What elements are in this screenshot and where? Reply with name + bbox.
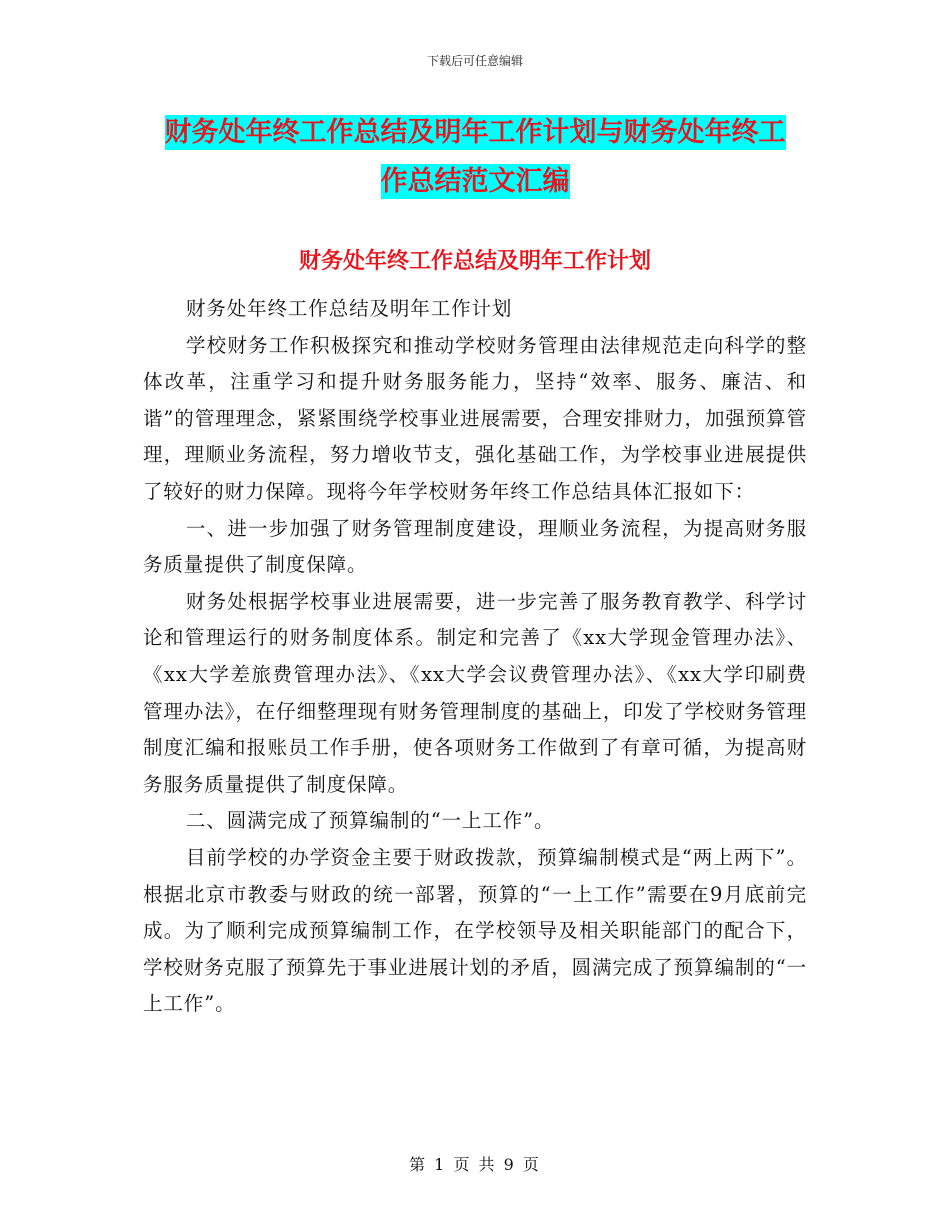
paragraph: 二、圆满完成了预算编制的“一上工作”。 [185,809,555,833]
header-note: 下载后可任意编辑 [426,54,523,68]
document-title [140,108,810,206]
paragraph: 目前学校的办学资金主要于财政拨款，预算编制模式是“两上两下”。根据北京市教委与财政的统一部署，预算的“一上工作”需要在9月底前完成。为了顺利完成预算编制工作，在学校领导及相关职能部门的配合下，学校财务克服了预算先于事业进展计划的矛盾，圆满完成了预算编制的“一上工作”。 [143,845,807,1016]
section-title: 财务处年终工作总结及明年工作计划 [298,249,651,274]
paragraph: 学校财务工作积极探究和推动学校财务管理由法律规范走向科学的整体改革，注重学习和提升财务服务能力，坚持“效率、服务、廉洁、和谐”的管理理念，紧紧围绕学校事业进展需要，合理安排财力，加强预算管理，理顺业务流程，努力增收节支，强化基础工作，为学校事业进展提供了较好的财力保障。现将今年学校财务年终工作总结具体汇报如下： [143,333,807,503]
body-text [143,291,807,1023]
paragraph: 财务处根据学校事业进展需要，进一步完善了服务教育教学、科学讨论和管理运行的财务制度体系。制定和完善了《xx大学现金管理办法》、《xx大学差旅费管理办法》、《xx大学会议费管理办法》、《xx大学印刷费管理办法》，在仔细整理现有财务管理制度的基础上，印发了学校财务管理制度汇编和报账员工作手册，使各项财务工作做到了有章可循，为提高财务服务质量提供了制度保障。 [143,589,807,796]
page-number: 第 1 页 共 9 页 [409,1155,541,1174]
title-line-1: 财务处年终工作总结及明年工作计划与财务处年终工 [164,117,786,148]
paragraph: 财务处年终工作总结及明年工作计划 [185,297,513,320]
title-line-2: 作总结范文汇编 [380,166,570,197]
paragraph: 一、进一步加强了财务管理制度建设，理顺业务流程，为提高财务服务质量提供了制度保障。 [143,516,807,577]
